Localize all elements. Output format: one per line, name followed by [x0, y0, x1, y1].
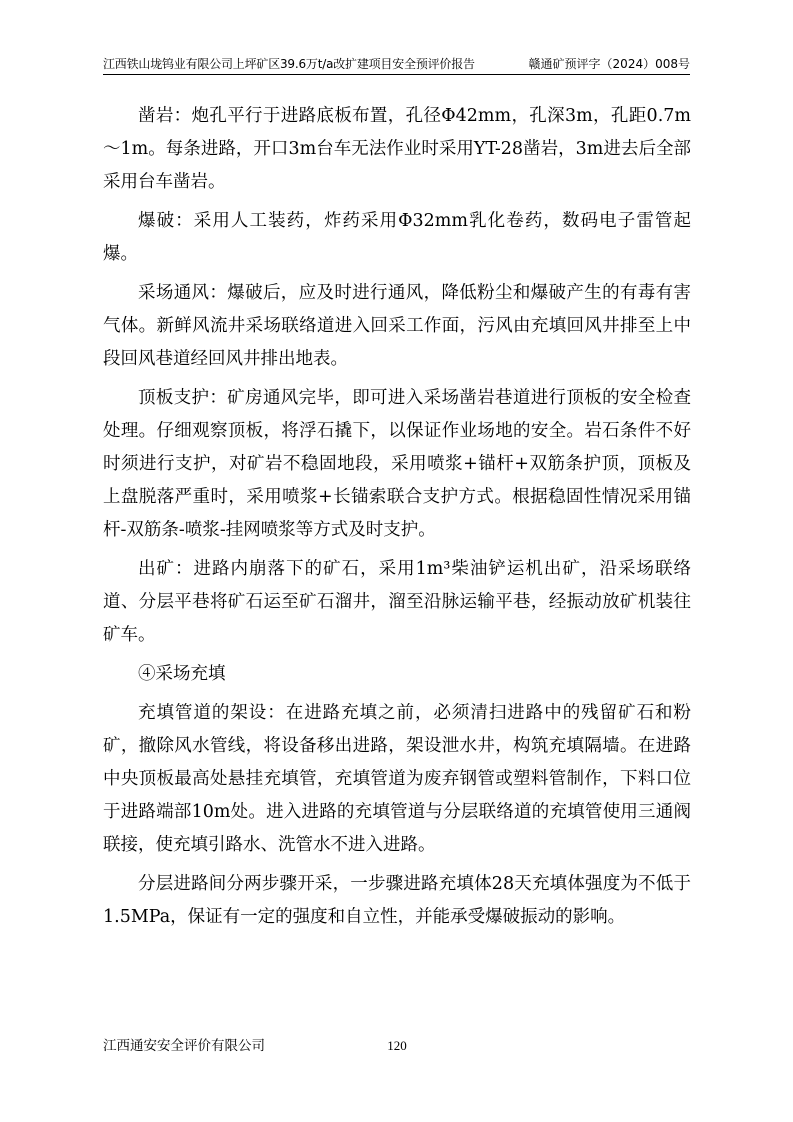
paragraph-roof-support: 顶板支护：矿房通风完毕，即可进入采场凿岩巷道进行顶板的安全检查处理。仔细观察顶板，将浮石撬下，以保证作业场地的安全。岩石条件不好时须进行支护，对矿岩不稳固地段，采用喷浆+锚杆+双筋条护顶，顶板及上盘脱落严重时，采用喷浆+长锚索联合支护方式。根据稳固性情况采用锚杆-双筋条-喷浆-挂网喷浆等方式及时支护。 — [103, 388, 691, 540]
paragraph-drilling: 凿岩：炮孔平行于进路底板布置，孔径Φ42mm，孔深3m，孔距0.7m～1m。每条进路，开口3m台车无法作业时采用YT-28凿岩，3m进去后全部采用台车凿岩。 — [103, 106, 691, 192]
paragraph-ore-mucking: 出矿：进路内崩落下的矿石，采用1m³柴油铲运机出矿，沿采场联络道、分层平巷将矿石运至矿石溜井，溜至沿脉运输平巷，经振动放矿机装往矿车。 — [103, 559, 691, 645]
paragraph-two-step-mining: 分层进路间分两步骤开采，一步骤进路充填体28天充填体强度为不低于1.5MPa，保证有一定的强度和自立性，并能承受爆破振动的影响。 — [103, 874, 691, 927]
body-text — [103, 100, 691, 940]
paragraph-fill-pipe-installation: 充填管道的架设：在进路充填之前，必须清扫进路中的残留矿石和粉矿，撤除风水管线，将设备移出进路，架设泄水井，构筑充填隔墙。在进路中央顶板最高处悬挂充填管，充填管道为废弃钢管或塑料管制作，下料口位于进路端部10m处。进入进路的充填管道与分层联络道的充填管使用三通阀联接，使充填引路水、洗管水不进入进路。 — [103, 703, 691, 855]
section-heading-stope-filling: ④采场充填 — [138, 664, 226, 684]
page-header — [103, 56, 690, 75]
paragraph-blasting: 爆破：采用人工装药，炸药采用Φ32mm乳化卷药，数码电子雷管起爆。 — [103, 211, 691, 264]
page-number: 120 — [387, 1038, 407, 1053]
header-report-number: 赣通矿预评字（2024）008号 — [528, 57, 690, 71]
header-report-title: 江西铁山垅钨业有限公司上坪矿区39.6万t/a改扩建项目安全预评价报告 — [103, 57, 475, 71]
footer-company: 江西通安安全评价有限公司 — [103, 1038, 265, 1054]
paragraph-ventilation: 采场通风：爆破后，应及时进行通风，降低粉尘和爆破产生的有毒有害气体。新鲜风流井采场联络道进入回采工作面，污风由充填回风井排至上中段回风巷道经回风井排出地表。 — [103, 283, 691, 369]
